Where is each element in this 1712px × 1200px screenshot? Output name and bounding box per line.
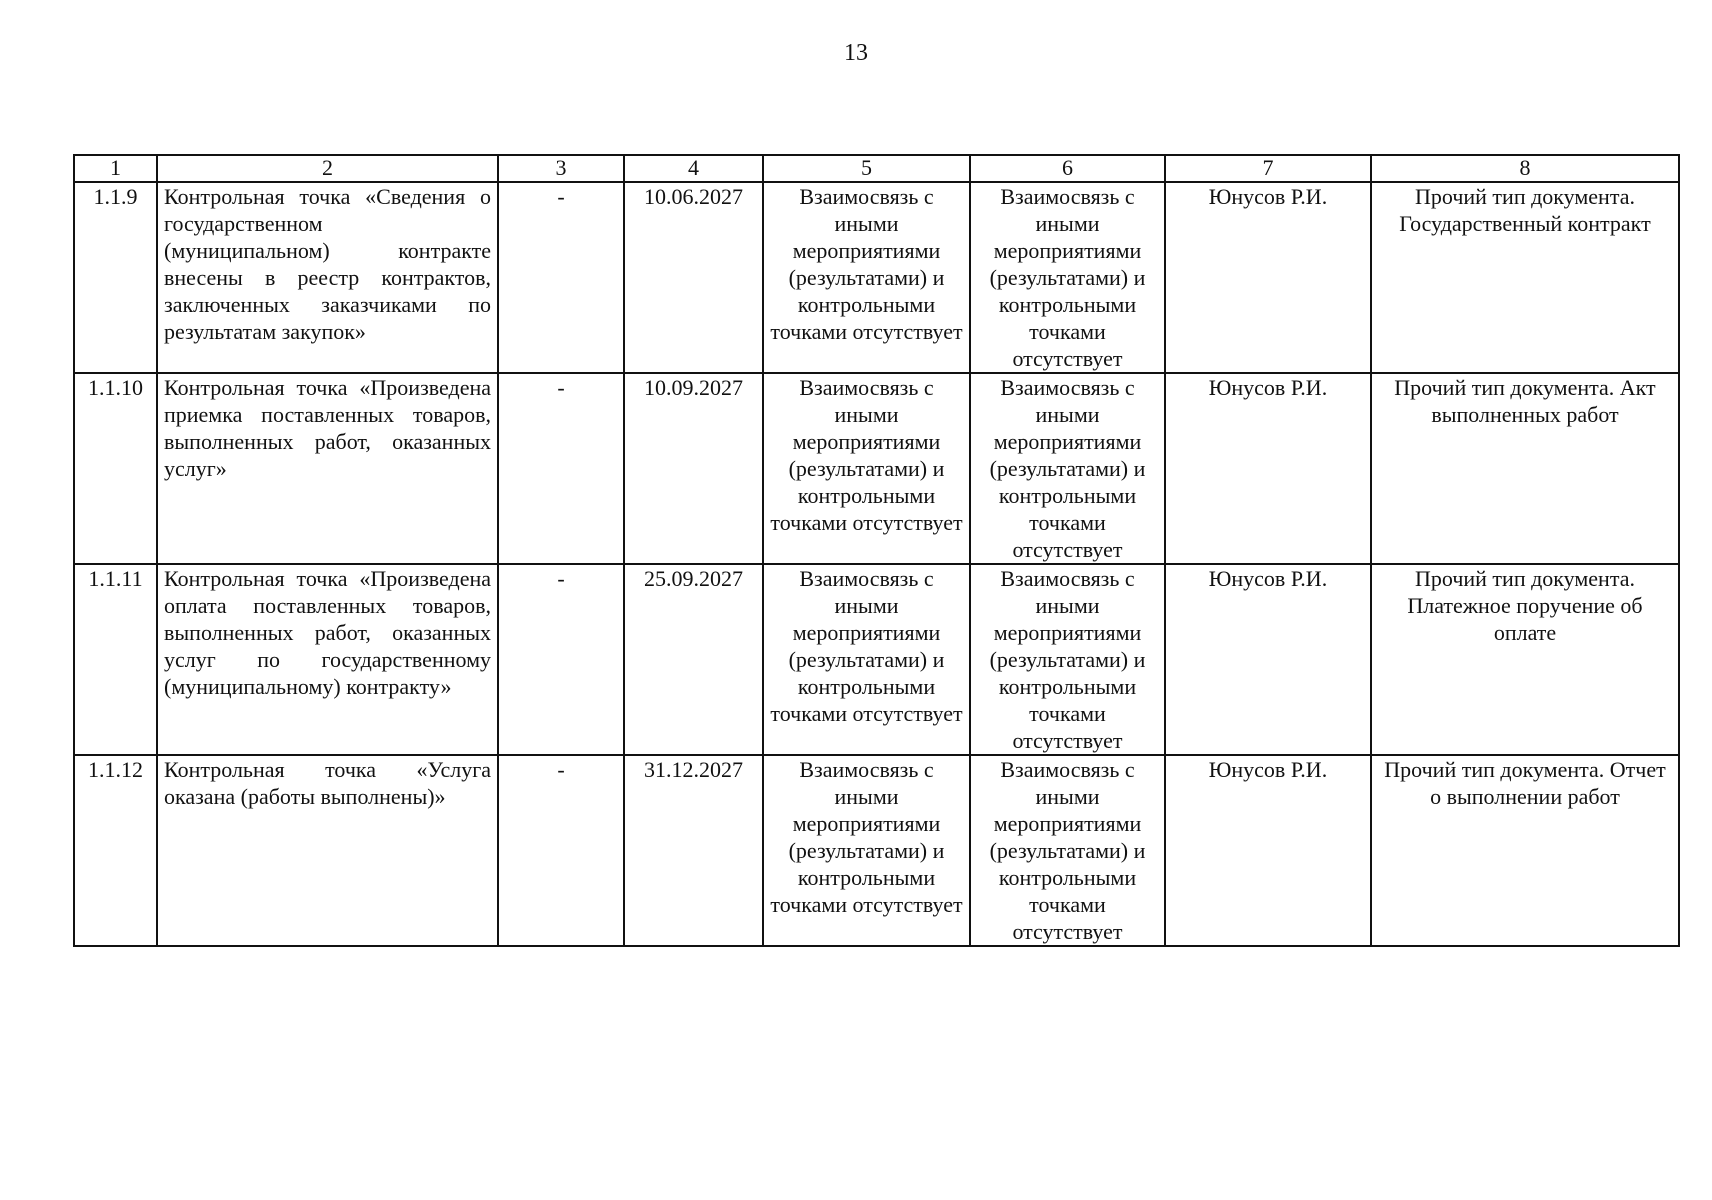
column-header: 7: [1165, 155, 1371, 182]
control-point-name: Контрольная точка «Сведения о государственном (муниципальном) контракте внесены в реестр контрактов, заключенных заказчиками по результатам закупок»: [157, 182, 498, 373]
link-next: Взаимосвязь с иными мероприятиями (результатами) и контрольными точками отсутствует: [970, 182, 1165, 373]
column-3-value: -: [498, 182, 624, 373]
link-next: Взаимосвязь с иными мероприятиями (результатами) и контрольными точками отсутствует: [970, 373, 1165, 564]
link-next: Взаимосвязь с иными мероприятиями (результатами) и контрольными точками отсутствует: [970, 564, 1165, 755]
column-3-value: -: [498, 755, 624, 946]
column-3-value: -: [498, 564, 624, 755]
document-type: Прочий тип документа. Государственный контракт: [1371, 182, 1679, 373]
link-previous: Взаимосвязь с иными мероприятиями (результатами) и контрольными точками отсутствует: [763, 182, 970, 373]
column-header: 8: [1371, 155, 1679, 182]
column-header: 5: [763, 155, 970, 182]
table-row: [74, 564, 1679, 755]
control-points-table: [73, 154, 1680, 947]
table-row: [74, 373, 1679, 564]
due-date: 31.12.2027: [624, 755, 763, 946]
document-type: Прочий тип документа. Акт выполненных работ: [1371, 373, 1679, 564]
column-header: 4: [624, 155, 763, 182]
item-number: 1.1.10: [74, 373, 157, 564]
control-point-name: Контрольная точка «Произведена приемка поставленных товаров, выполненных работ, оказанных услуг»: [157, 373, 498, 564]
due-date: 10.06.2027: [624, 182, 763, 373]
document-type: Прочий тип документа. Платежное поручение об оплате: [1371, 564, 1679, 755]
column-header: 2: [157, 155, 498, 182]
control-point-name: Контрольная точка «Услуга оказана (работы выполнены)»: [157, 755, 498, 946]
table-row: [74, 182, 1679, 373]
responsible-person: Юнусов Р.И.: [1165, 182, 1371, 373]
column-header: 6: [970, 155, 1165, 182]
link-previous: Взаимосвязь с иными мероприятиями (результатами) и контрольными точками отсутствует: [763, 564, 970, 755]
control-point-name: Контрольная точка «Произведена оплата поставленных товаров, выполненных работ, оказанных услуг по государственному (муниципальному) контракту»: [157, 564, 498, 755]
table-row: [74, 755, 1679, 946]
responsible-person: Юнусов Р.И.: [1165, 373, 1371, 564]
link-next: Взаимосвязь с иными мероприятиями (результатами) и контрольными точками отсутствует: [970, 755, 1165, 946]
document-type: Прочий тип документа. Отчет о выполнении работ: [1371, 755, 1679, 946]
due-date: 10.09.2027: [624, 373, 763, 564]
column-3-value: -: [498, 373, 624, 564]
page-number: 13: [844, 40, 868, 66]
item-number: 1.1.9: [74, 182, 157, 373]
column-header: 3: [498, 155, 624, 182]
responsible-person: Юнусов Р.И.: [1165, 564, 1371, 755]
link-previous: Взаимосвязь с иными мероприятиями (результатами) и контрольными точками отсутствует: [763, 373, 970, 564]
column-header: 1: [74, 155, 157, 182]
responsible-person: Юнусов Р.И.: [1165, 755, 1371, 946]
item-number: 1.1.11: [74, 564, 157, 755]
link-previous: Взаимосвязь с иными мероприятиями (результатами) и контрольными точками отсутствует: [763, 755, 970, 946]
item-number: 1.1.12: [74, 755, 157, 946]
due-date: 25.09.2027: [624, 564, 763, 755]
column-number-row: [74, 155, 1679, 182]
